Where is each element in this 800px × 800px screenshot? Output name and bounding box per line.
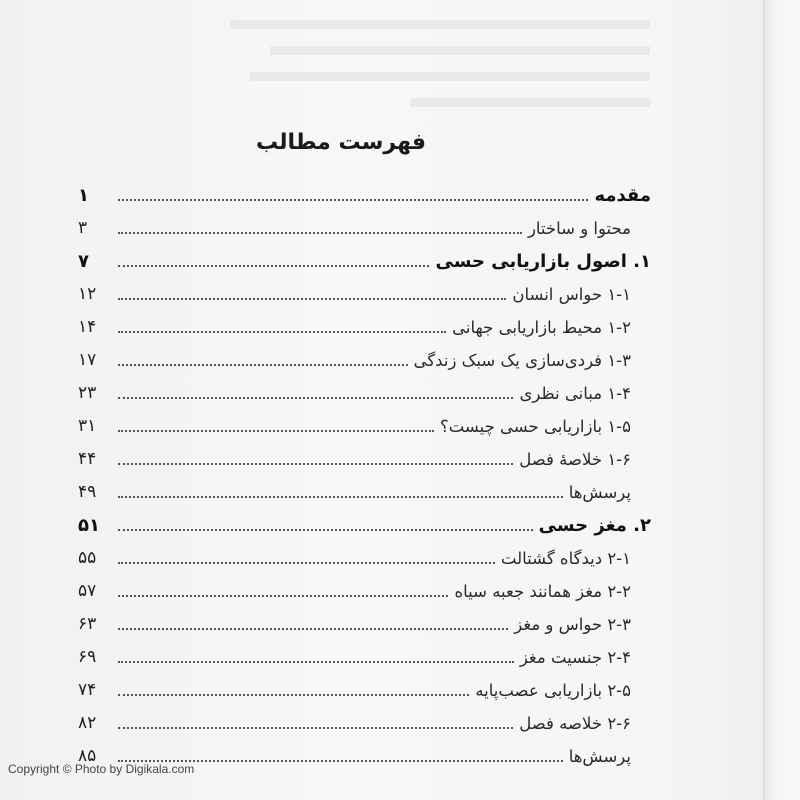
toc-entry-page: ۳: [78, 218, 88, 238]
leader-dots: [118, 560, 495, 564]
leader-dots: [118, 461, 513, 465]
toc-entry[interactable]: [78, 345, 651, 375]
toc-entry[interactable]: [78, 279, 651, 309]
toc-entry-page: ۴۴: [78, 449, 97, 469]
leader-dots: [118, 428, 434, 432]
leader-dots: [118, 692, 469, 696]
leader-dots: [118, 263, 429, 267]
bleed-through: [270, 46, 650, 55]
toc-entry[interactable]: [78, 180, 651, 210]
toc-entry-page: ۸۲: [78, 713, 97, 733]
toc-entry[interactable]: [78, 576, 651, 606]
toc-entry-label: ۲-۱ دیدگاه گشتالت: [500, 548, 631, 568]
toc-entry-label: پرسش‌ها: [568, 746, 631, 766]
leader-dots: [118, 230, 522, 234]
toc-entry[interactable]: [78, 675, 651, 705]
toc-entry-label: محتوا و ساختار: [527, 218, 631, 238]
toc-entry[interactable]: [78, 510, 651, 540]
leader-dots: [118, 362, 408, 366]
toc-entry[interactable]: [78, 312, 651, 342]
bleed-through: [250, 72, 650, 81]
toc-entry-label: ۲. مغز حسی: [538, 514, 651, 536]
toc-entry-label: ۲-۳ حواس و مغز: [514, 614, 631, 634]
toc-entry-page: ۳۱: [78, 416, 97, 436]
toc-entry-page: ۱۴: [78, 317, 97, 337]
toc-entry-label: پرسش‌ها: [568, 482, 631, 502]
toc-entry-page: ۶۹: [78, 647, 97, 667]
toc-entry-label: ۲-۲ مغز همانند جعبه سیاه: [454, 581, 631, 601]
leader-dots: [118, 296, 506, 300]
toc-entry-label: ۱-۲ محیط بازاریابی جهانی: [452, 317, 631, 337]
toc-entry-label: ۱-۴ مبانی نظری: [519, 383, 631, 403]
leader-dots: [118, 626, 508, 630]
leader-dots: [118, 725, 513, 729]
toc-entry[interactable]: [78, 543, 651, 573]
leader-dots: [118, 494, 563, 498]
leader-dots: [118, 197, 588, 201]
toc-entry[interactable]: [78, 246, 651, 276]
bleed-through: [410, 98, 650, 107]
toc-entry-label: ۲-۵ بازاریابی عصب‌پایه: [475, 680, 631, 700]
toc-entry-page: ۵۵: [78, 548, 97, 568]
toc-entry-page: ۱: [78, 184, 89, 206]
toc-entry[interactable]: [78, 477, 651, 507]
leader-dots: [118, 659, 514, 663]
toc-entry-label: ۱. اصول بازاریابی حسی: [435, 250, 651, 272]
toc-entry[interactable]: [78, 444, 651, 474]
toc-entry-page: ۶۳: [78, 614, 97, 634]
toc-entry-label: ۱-۱ حواس انسان: [512, 284, 631, 304]
toc-entry-label: ۱-۵ بازاریابی حسی چیست؟: [439, 416, 631, 436]
toc-entry-label: ۲-۶ خلاصه فصل: [519, 713, 631, 733]
toc-title: فهرست مطالب: [255, 130, 426, 155]
toc-entry[interactable]: [78, 411, 651, 441]
copyright-caption: Copyright © Photo by Digikala.com: [8, 762, 195, 776]
toc-entry-page: ۲۳: [78, 383, 97, 403]
toc-entry-label: ۱-۶ خلاصهٔ فصل: [519, 449, 631, 469]
leader-dots: [118, 395, 513, 399]
toc-entry-page: ۵۷: [78, 581, 97, 601]
toc-entry-label: مقدمه: [594, 184, 651, 206]
leader-dots: [118, 593, 448, 597]
toc-entry[interactable]: [78, 609, 651, 639]
toc-entry-page: ۷: [78, 250, 89, 272]
toc-entry-page: ۷۴: [78, 680, 97, 700]
toc-entry[interactable]: [78, 213, 651, 243]
page-edge: [763, 0, 800, 800]
toc-entry[interactable]: [78, 378, 651, 408]
toc-entry-label: ۱-۳ فردی‌سازی یک سبک زندگی: [413, 350, 631, 370]
toc-entry-page: ۱۷: [78, 350, 97, 370]
toc-entry-page: ۸۵: [78, 746, 97, 766]
toc-entry-page: ۱۲: [78, 284, 97, 304]
toc-entry-page: ۵۱: [78, 514, 100, 536]
toc-entry-page: ۴۹: [78, 482, 97, 502]
bleed-through: [230, 20, 650, 29]
toc-entry[interactable]: [78, 642, 651, 672]
toc-entry[interactable]: [78, 708, 651, 738]
leader-dots: [118, 329, 446, 333]
toc-entry-label: ۲-۴ جنسیت مغز: [519, 647, 631, 667]
leader-dots: [118, 527, 533, 531]
